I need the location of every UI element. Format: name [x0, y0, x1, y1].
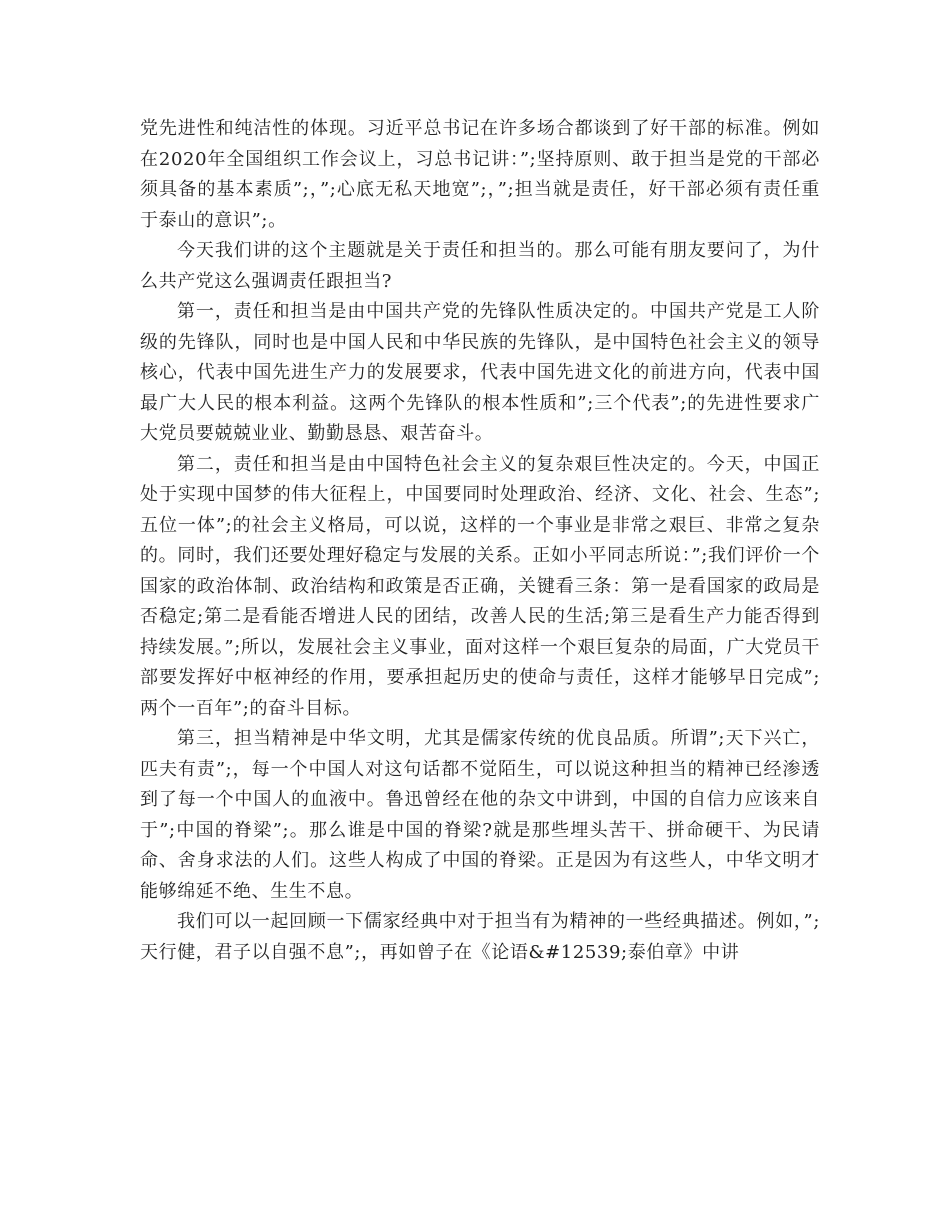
document-body: [140, 114, 820, 968]
paragraph-point-one: 第一，责任和担当是由中国共产党的先锋队性质决定的。中国共产党是工人阶级的先锋队，同时也是中国人民和中华民族的先锋队，是中国特色社会主义的领导核心，代表中国先进生产力的发展要求，代表中国先进文化的前进方向，代表中国最广大人民的根本利益。这两个先锋队的根本性质和”;三个代表”;的先进性要求广大党员要兢兢业业、勤勤恳恳、艰苦奋斗。: [140, 301, 820, 444]
paragraph-continuation: 党先进性和纯洁性的体现。习近平总书记在许多场合都谈到了好干部的标准。例如在2020年全国组织工作会议上，习总书记讲：”;坚持原则、敢于担当是党的干部必须具备的基本素质”;，”;心底无私天地宽”;，”;担当就是责任，好干部必须有责任重于泰山的意识”;。: [140, 118, 820, 231]
paragraph-point-two: 第二，责任和担当是由中国特色社会主义的复杂艰巨性决定的。今天，中国正处于实现中国梦的伟大征程上，中国要同时处理政治、经济、文化、社会、生态”;五位一体”;的社会主义格局，可以说，这样的一个事业是非常之艰巨、非常之复杂的。同时，我们还要处理好稳定与发展的关系。正如小平同志所说：”;我们评价一个国家的政治体制、政治结构和政策是否正确，关键看三条：第一是看国家的政局是否稳定;第二是看能否增进人民的团结，改善人民的生活;第三是看生产力能否得到持续发展。”;所以，发展社会主义事业，面对这样一个艰巨复杂的局面，广大党员干部要发挥好中枢神经的作用，要承担起历史的使命与责任，这样才能够早日完成”;两个一百年”;的奋斗目标。: [140, 453, 820, 719]
paragraph-classics-review: 我们可以一起回顾一下儒家经典中对于担当有为精神的一些经典描述。例如，”;天行健，君子以自强不息”;，再如曾子在《论语&#12539;泰伯章》中讲: [140, 911, 820, 963]
paragraph-point-three: 第三，担当精神是中华文明，尤其是儒家传统的优良品质。所谓”;天下兴亡，匹夫有责”;，每一个中国人对这句话都不觉陌生，可以说这种担当的精神已经渗透到了每一个中国人的血液中。鲁迅曾经在他的杂文中讲到，中国的自信力应该来自于”;中国的脊梁”;。那么谁是中国的脊梁?就是那些埋头苦干、拼命硬干、为民请命、舍身求法的人们。这些人构成了中国的脊梁。正是因为有这些人，中华文明才能够绵延不绝、生生不息。: [140, 728, 820, 902]
paragraph-topic-intro: 今天我们讲的这个主题就是关于责任和担当的。那么可能有朋友要问了，为什么共产党这么强调责任跟担当?: [140, 240, 820, 292]
